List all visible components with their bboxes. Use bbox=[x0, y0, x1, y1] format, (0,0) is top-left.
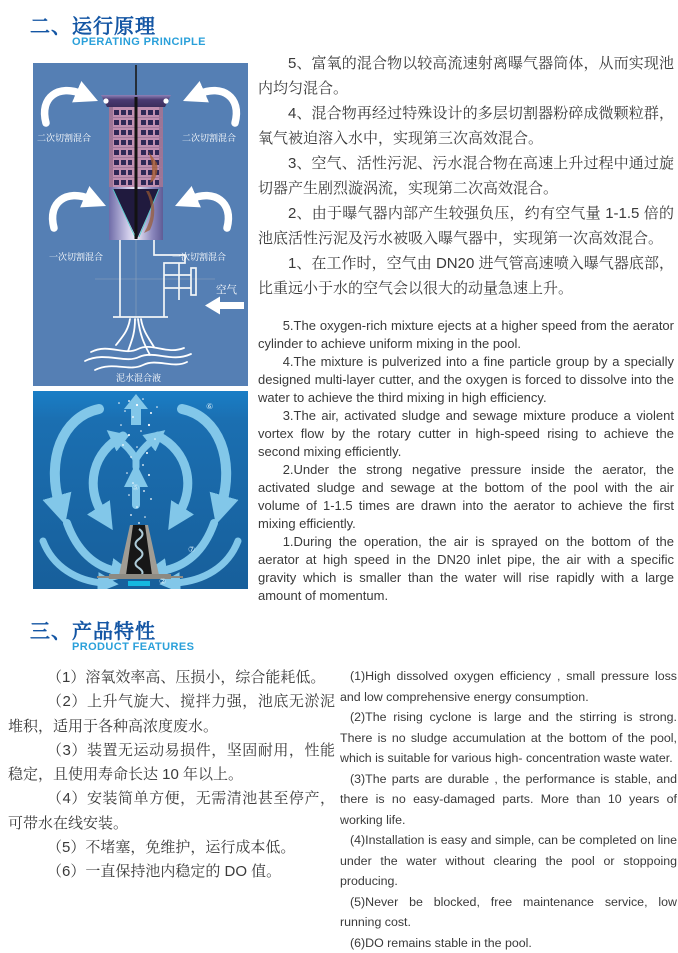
badge-6: ⑥ bbox=[206, 402, 213, 411]
cn-paragraph-3: 3、空气、活性污泥、污水混合物在高速上升过程中通过旋切器产生剧烈漩涡流，实现第二次高效混合。 bbox=[258, 151, 674, 201]
cn-feature-5: （5）不堵塞，免维护，运行成本低。 bbox=[8, 836, 335, 860]
label-air: 空气 bbox=[216, 283, 237, 296]
en-paragraph-1: 1.During the operation, the air is sprayed on the bottom of the aerator at high speed in the DN20 inlet pipe, the air with a specific gravity which is smaller than the water will rise rapidly with a large amount of momentum. bbox=[258, 533, 674, 605]
features-list-chinese bbox=[8, 666, 335, 885]
en-feature-3: (3)The parts are durable , the performance is stable, and there is no easy-damaged parts. More than 10 years of working life. bbox=[340, 769, 677, 831]
badge-2: ② bbox=[159, 577, 166, 586]
badge-5: ⑤ bbox=[132, 483, 139, 492]
cn-feature-3: （3）装置无运动易损件，坚固耐用，性能稳定，且使用寿命长达 10 年以上。 bbox=[8, 739, 335, 788]
en-feature-2: (2)The rising cyclone is large and the stirring is strong. There is no sludge accumulation at the bottom of the pool, which is suitable for various high- concentration waste water. bbox=[340, 707, 677, 769]
principle-paragraphs-chinese bbox=[258, 51, 674, 301]
section-title-product-features: 三、产品特性 bbox=[30, 615, 156, 644]
en-paragraph-2: 2.Under the strong negative pressure inside the aerator, the activated sludge and sewage at the bottom of the pool with the air volume of 1-1.5 times are drawn into the aerator to achieve the first mixing efficiently. bbox=[258, 461, 674, 533]
cn-feature-2: （2）上升气旋大、搅拌力强，池底无淤泥堆积，适用于各种高浓度废水。 bbox=[8, 690, 335, 739]
label-primary-cut-left: 一次切割混合 bbox=[49, 251, 103, 262]
cn-feature-6: （6）一直保持池内稳定的 DO 值。 bbox=[8, 860, 335, 884]
cn-feature-4: （4）安装简单方便，无需清池甚至停产，可带水在线安装。 bbox=[8, 787, 335, 836]
cn-feature-1: （1）溶氧效率高、压损小，综合能耗低。 bbox=[8, 666, 335, 690]
en-feature-1: (1)High dissolved oxygen efficiency , small pressure loss and low comprehensive energy consumption. bbox=[340, 666, 677, 707]
label-secondary-cut-left: 二次切割混合 bbox=[37, 132, 91, 143]
en-paragraph-3: 3.The air, activated sludge and sewage mixture produce a violent vortex flow by the rotary cutter in high-speed rising to achieve the second mixing efficiently. bbox=[258, 407, 674, 461]
label-secondary-cut-right: 二次切割混合 bbox=[182, 132, 236, 143]
en-feature-4: (4)Installation is easy and simple, can be completed on line under the water without clearing the pool or stoppoing producing. bbox=[340, 830, 677, 892]
features-list-english bbox=[340, 666, 677, 953]
flow-circulation-diagram bbox=[33, 391, 248, 589]
flow-circulation-figure bbox=[33, 391, 248, 589]
label-primary-cut-right: 一次切割混合 bbox=[172, 251, 226, 262]
en-feature-6: (6)DO remains stable in the pool. bbox=[340, 933, 677, 953]
aerator-diagram bbox=[33, 63, 248, 386]
cn-paragraph-5: 5、富氧的混合物以较高流速射离曝气器筒体，从而实现池内均匀混合。 bbox=[258, 51, 674, 101]
cn-paragraph-2: 2、由于曝气器内部产生较强负压，约有空气量 1-1.5 倍的池底活性污泥及污水被吸入曝气器中，实现第一次高效混合。 bbox=[258, 201, 674, 251]
aerator-diagram-figure bbox=[33, 63, 248, 386]
en-paragraph-4: 4.The mixture is pulverized into a fine particle group by a specially designed multi-layer cutter, and the oxygen is forced to dissolve into the water to achieve the third mixing in high efficiency. bbox=[258, 353, 674, 407]
section-subtitle-product-features: PRODUCT FEATURES bbox=[72, 641, 194, 653]
badge-7: ⑦ bbox=[188, 545, 195, 554]
en-feature-5: (5)Never be blocked, free maintenance service, low running cost. bbox=[340, 892, 677, 933]
principle-paragraphs-english bbox=[258, 317, 674, 605]
section-title-operating-principle: 二、运行原理 bbox=[30, 10, 156, 39]
cn-paragraph-1: 1、在工作时，空气由 DN20 进气管高速喷入曝气器底部，比重远小于水的空气会以很大的动量急速上升。 bbox=[258, 251, 674, 301]
label-mixture: 泥水混合液 bbox=[116, 372, 161, 383]
cn-paragraph-4: 4、混合物再经过特殊设计的多层切割器粉碎成微颗粒群，氧气被迫溶入水中，实现第三次高效混合。 bbox=[258, 101, 674, 151]
en-paragraph-5: 5.The oxygen-rich mixture ejects at a higher speed from the aerator cylinder to achieve uniform mixing in the pool. bbox=[258, 317, 674, 353]
section-subtitle-operating-principle: OPERATING PRINCIPLE bbox=[72, 36, 206, 48]
